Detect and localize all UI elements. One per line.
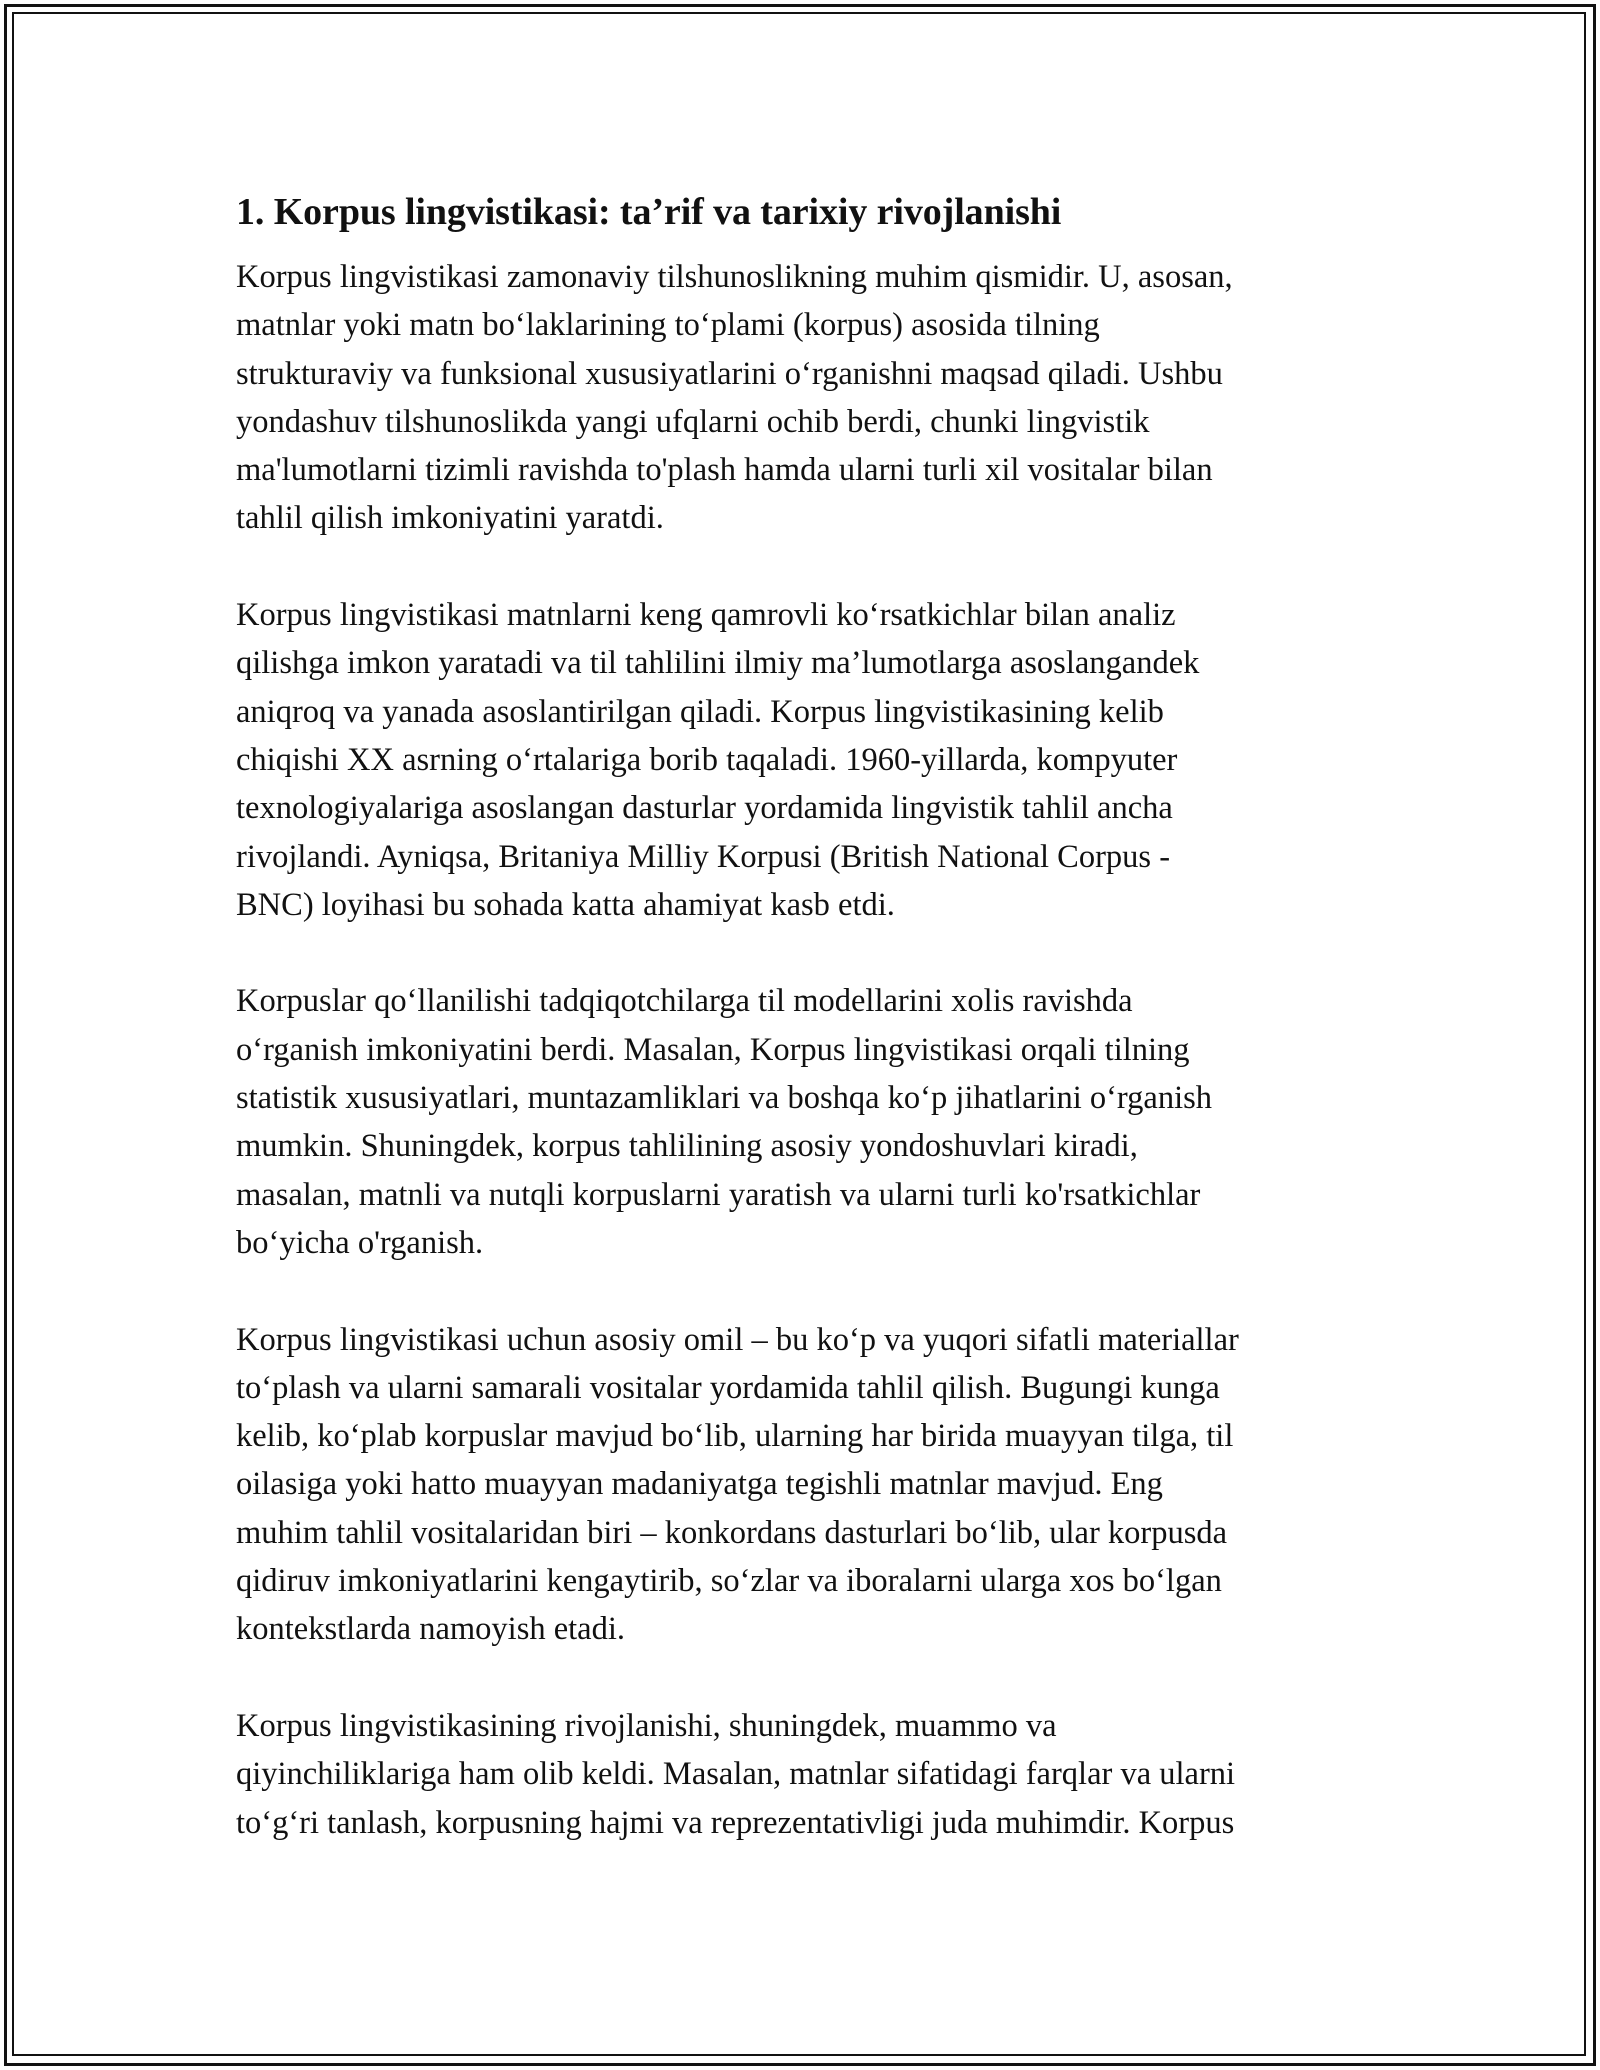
text-line: muhim tahlil vositalaridan biri – konkordans dasturlari bo‘lib, ular korpusda [236, 1514, 1228, 1551]
paragraph-5 [236, 1702, 1386, 1847]
text-line: Korpus lingvistikasi zamonaviy tilshunoslikning muhim qismidir. U, asosan, [236, 259, 1233, 295]
text-line: qiyinchiliklariga ham olib keldi. Masalan, matnlar sifatidagi farqlar va ularni [236, 1756, 1236, 1793]
text-line: to‘g‘ri tanlash, korpusning hajmi va reprezentativligi juda muhimdir. Korpus [236, 1804, 1235, 1841]
text-line: BNC) loyihasi bu sohada katta ahamiyat kasb etdi. [236, 886, 895, 923]
paragraph-1 [236, 253, 1386, 543]
paragraph-4 [236, 1316, 1386, 1654]
text-line: Korpuslar qo‘llanilishi tadqiqotchilarga til modellarini xolis ravishda [236, 983, 1133, 1020]
text-line: qidiruv imkoniyatlarini kengaytirib, so‘zlar va iboralarni ularga xos bo‘lgan [236, 1563, 1222, 1600]
text-line: masalan, matnli va nutqli korpuslarni yaratish va ularni turli ko'rsatkichlar [236, 1176, 1201, 1213]
section-heading: 1. Korpus lingvistikasi: ta’rif va tarixiy rivojlanishi [236, 191, 1062, 233]
text-line: yondashuv tilshunoslikda yangi ufqlarni ochib berdi, chunki lingvistik [236, 403, 1150, 440]
text-line: Korpus lingvistikasining rivojlanishi, shuningdek, muammo va [236, 1707, 1057, 1744]
text-line: qilishga imkon yaratadi va til tahlilini ilmiy ma’lumotlarga asoslangandek [236, 645, 1200, 682]
paragraph-2 [236, 591, 1386, 929]
text-line: chiqishi XX asrning o‘rtalariga borib taqaladi. 1960-yillarda, kompyuter [236, 741, 1178, 778]
paragraph-3 [236, 977, 1386, 1267]
text-line: ma'lumotlarni tizimli ravishda to'plash hamda ularni turli xil vositalar bilan [236, 452, 1213, 489]
text-line: kelib, ko‘plab korpuslar mavjud bo‘lib, ularning har birida muayyan tilga, til [236, 1418, 1234, 1455]
text-line: o‘rganish imkoniyatini berdi. Masalan, Korpus lingvistikasi orqali tilning [236, 1031, 1190, 1068]
text-line: statistik xususiyatlari, muntazamliklari va boshqa ko‘p jihatlarini o‘rganish [236, 1080, 1213, 1117]
text-line: to‘plash va ularni samarali vositalar yordamida tahlil qilish. Bugungi kunga [236, 1369, 1220, 1406]
text-line: Korpus lingvistikasi uchun asosiy omil – bu ko‘p va yuqori sifatli materiallar [236, 1321, 1239, 1358]
text-line: tahlil qilish imkoniyatini yaratdi. [236, 500, 664, 537]
document-body [236, 183, 1386, 1895]
text-line: matnlar yoki matn bo‘laklarining to‘plami (korpus) asosida tilning [236, 307, 1100, 344]
text-line: mumkin. Shuningdek, korpus tahlilining asosiy yondoshuvlari kiradi, [236, 1128, 1138, 1165]
text-line: texnologiyalariga asoslangan dasturlar yordamida lingvistik tahlil ancha [236, 790, 1173, 827]
text-line: aniqroq va yanada asoslantirilgan qiladi. Korpus lingvistikasining kelib [236, 693, 1164, 730]
text-line: kontekstlarda namoyish etadi. [236, 1611, 626, 1648]
text-line: Korpus lingvistikasi matnlarni keng qamrovli ko‘rsatkichlar bilan analiz [236, 597, 1176, 634]
text-line: bo‘yicha o'rganish. [236, 1224, 484, 1261]
text-line: oilasiga yoki hatto muayyan madaniyatga tegishli matnlar mavjud. Eng [236, 1466, 1163, 1503]
text-line: rivojlandi. Ayniqsa, Britaniya Milliy Korpusi (British National Corpus - [236, 838, 1171, 875]
text-line: strukturaviy va funksional xususiyatlarini o‘rganishni maqsad qiladi. Ushbu [236, 355, 1223, 392]
